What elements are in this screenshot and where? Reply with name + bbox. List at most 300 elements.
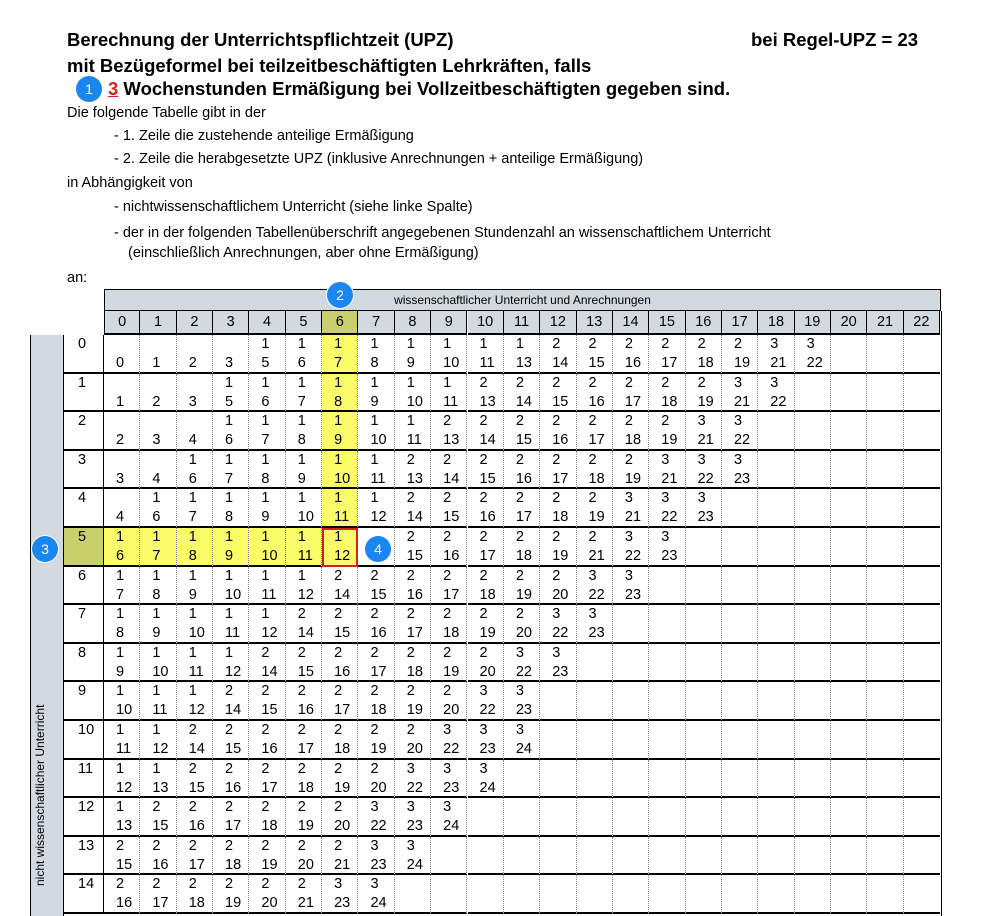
cell-ermaessigung: 2	[370, 760, 379, 777]
cell-upz	[589, 779, 612, 798]
table-cell	[686, 605, 722, 644]
table-cell	[395, 374, 431, 413]
cell-ermaessigung	[516, 798, 539, 817]
cell-ermaessigung: 1	[297, 567, 306, 584]
cell-ermaessigung	[698, 528, 721, 547]
cell-upz: 6	[225, 432, 234, 449]
cell-ermaessigung: 1	[297, 413, 306, 430]
cell-ermaessigung: 1	[188, 451, 197, 468]
table-cell	[613, 567, 649, 606]
table-cell	[177, 374, 213, 413]
table-cell	[249, 528, 285, 567]
cell-ermaessigung	[770, 644, 793, 663]
cell-upz: 18	[261, 818, 278, 835]
cell-upz	[807, 856, 830, 875]
table-cell	[613, 605, 649, 644]
table-cell	[540, 451, 576, 490]
cell-ermaessigung: 2	[225, 837, 234, 854]
cell-ermaessigung: 2	[443, 413, 452, 430]
cell-ermaessigung: 1	[116, 760, 125, 777]
table-cell	[249, 760, 285, 799]
table-cell	[758, 760, 794, 799]
table-cell	[795, 798, 831, 837]
cell-ermaessigung: 2	[515, 490, 524, 507]
cell-upz	[916, 779, 940, 798]
table-cell	[540, 682, 576, 721]
table-cell	[213, 875, 249, 914]
table-cell	[722, 721, 758, 760]
cell-upz: 19	[661, 432, 678, 449]
cell-ermaessigung	[770, 837, 793, 856]
cell-upz: 18	[588, 470, 605, 487]
cell-ermaessigung: 2	[188, 837, 197, 854]
cell-upz: 23	[624, 586, 642, 603]
cell-ermaessigung: 1	[152, 490, 161, 507]
cell-ermaessigung: 1	[116, 529, 125, 545]
cell-upz	[698, 624, 721, 643]
table-cell	[177, 605, 213, 644]
cell-upz: 20	[443, 702, 460, 719]
cell-ermaessigung	[407, 875, 430, 894]
cell-upz: 9	[370, 393, 379, 410]
cell-upz: 3	[116, 470, 125, 487]
cell-ermaessigung	[516, 837, 539, 856]
table-cell	[286, 567, 322, 606]
table-cell	[140, 760, 176, 799]
cell-upz	[807, 431, 830, 450]
cell-upz: 21	[697, 432, 714, 449]
cell-upz	[661, 817, 684, 836]
cell-upz: 11	[116, 741, 132, 757]
cell-upz: 7	[225, 470, 234, 487]
table-cell	[395, 682, 431, 721]
table-cell	[286, 451, 322, 490]
table-cell	[395, 798, 431, 837]
cell-upz: 20	[406, 741, 423, 757]
cell-ermaessigung: 2	[479, 644, 488, 661]
cell-ermaessigung: 1	[188, 490, 197, 507]
cell-ermaessigung: 2	[552, 374, 561, 391]
cell-upz	[625, 894, 648, 913]
cell-ermaessigung: 3	[733, 374, 743, 391]
cell-upz: 0	[116, 355, 125, 371]
table-cell	[904, 567, 940, 606]
table-cell	[686, 451, 722, 490]
cell-ermaessigung	[661, 682, 684, 701]
cell-ermaessigung: 2	[443, 606, 452, 623]
table-cell	[286, 721, 322, 760]
cell-ermaessigung	[589, 721, 612, 740]
cell-ermaessigung	[625, 682, 648, 701]
cell-ermaessigung	[661, 605, 684, 624]
cell-ermaessigung: 2	[588, 529, 597, 545]
cell-upz: 20	[261, 895, 278, 912]
table-cell	[867, 335, 903, 374]
title-line-1: Berechnung der Unterrichtspflichtzeit (UPZ)	[67, 29, 454, 50]
cell-upz: 14	[479, 432, 496, 449]
table-cell	[213, 451, 249, 490]
cell-upz	[552, 779, 575, 798]
table-cell	[468, 451, 504, 490]
row-header-3: 3	[64, 451, 104, 490]
table-cell	[649, 528, 685, 567]
cell-upz	[879, 817, 902, 836]
cell-ermaessigung	[879, 721, 902, 740]
table-cell	[140, 489, 176, 528]
cell-upz: 24	[406, 856, 423, 873]
table-cell	[649, 644, 685, 683]
cell-upz	[589, 817, 612, 836]
table-cell	[431, 489, 467, 528]
cell-ermaessigung: 2	[406, 722, 415, 738]
cell-ermaessigung	[734, 489, 757, 508]
cell-upz: 3	[152, 432, 161, 449]
table-cell	[249, 451, 285, 490]
table-cell	[686, 528, 722, 567]
cell-ermaessigung: 2	[406, 606, 415, 623]
cell-upz: 12	[334, 548, 351, 564]
cell-upz: 23	[443, 779, 460, 796]
table-cell	[177, 875, 213, 914]
table-cell	[322, 374, 358, 413]
table-cell	[468, 760, 504, 799]
table-cell	[867, 837, 903, 876]
table-cell	[431, 374, 467, 413]
table-cell	[468, 644, 504, 683]
cell-ermaessigung: 2	[406, 567, 415, 584]
cell-ermaessigung: 2	[697, 336, 706, 352]
cell-ermaessigung	[879, 374, 902, 393]
cell-upz: 20	[334, 818, 351, 835]
cell-upz: 2	[152, 393, 161, 410]
cell-upz: 11	[334, 509, 350, 526]
row-band-label: nicht wissenschaftlicher Unterricht	[33, 704, 47, 886]
table-cell	[358, 644, 394, 683]
cell-ermaessigung	[916, 798, 940, 817]
table-cell	[504, 760, 540, 799]
cell-ermaessigung	[916, 721, 940, 740]
cell-upz: 22	[479, 702, 496, 719]
cell-upz	[807, 663, 830, 682]
cell-upz	[698, 701, 721, 720]
table-cell	[468, 682, 504, 721]
table-cell	[613, 412, 649, 451]
cell-upz	[807, 779, 830, 798]
column-header-2: 2	[177, 311, 213, 335]
cell-upz: 18	[225, 856, 242, 873]
cell-ermaessigung: 2	[552, 336, 561, 352]
table-cell	[722, 644, 758, 683]
table-cell	[249, 489, 285, 528]
cell-upz: 19	[370, 741, 387, 757]
column-header-5: 5	[286, 311, 322, 335]
table-cell	[395, 605, 431, 644]
cell-ermaessigung	[552, 798, 575, 817]
cell-upz	[916, 856, 940, 875]
table-cell	[867, 605, 903, 644]
cell-ermaessigung: 1	[188, 606, 197, 623]
cell-upz	[770, 470, 793, 489]
cell-ermaessigung: 1	[479, 336, 488, 352]
cell-ermaessigung: 1	[406, 374, 415, 391]
cell-ermaessigung	[916, 528, 940, 547]
cell-upz: 9	[152, 625, 161, 642]
cell-ermaessigung	[625, 721, 648, 740]
cell-ermaessigung: 1	[515, 336, 524, 352]
cell-ermaessigung	[698, 605, 721, 624]
table-cell	[649, 451, 685, 490]
cell-upz: 7	[152, 548, 161, 564]
table-cell	[213, 412, 249, 451]
row-header-4: 4	[64, 489, 104, 528]
cell-upz: 16	[370, 625, 387, 642]
row-header-10: 10	[64, 721, 104, 760]
cell-upz: 18	[188, 895, 205, 912]
cell-ermaessigung: 1	[261, 374, 270, 391]
table-cell	[213, 760, 249, 799]
cell-ermaessigung	[916, 682, 940, 701]
cell-upz: 11	[370, 470, 386, 487]
table-cell	[831, 528, 867, 567]
cell-ermaessigung	[625, 644, 648, 663]
table-cell	[831, 721, 867, 760]
cell-ermaessigung: 1	[116, 683, 125, 700]
cell-upz	[661, 856, 684, 875]
cell-ermaessigung	[225, 335, 248, 354]
cell-upz: 21	[733, 393, 751, 410]
table-cell	[140, 875, 176, 914]
table-cell	[722, 451, 758, 490]
table-cell	[395, 528, 431, 567]
cell-upz: 18	[370, 702, 387, 719]
callout-badge-1: 1	[76, 76, 102, 102]
cell-upz	[625, 856, 648, 875]
cell-upz	[661, 663, 684, 682]
cell-ermaessigung: 1	[443, 374, 452, 391]
cell-ermaessigung	[625, 798, 648, 817]
cell-upz: 16	[152, 856, 169, 873]
cell-upz: 15	[370, 586, 387, 603]
table-cell	[758, 528, 794, 567]
cell-ermaessigung: 1	[225, 413, 234, 430]
cell-ermaessigung: 1	[261, 336, 270, 352]
cell-upz: 16	[116, 895, 133, 912]
cell-ermaessigung: 2	[515, 374, 524, 391]
cell-ermaessigung	[116, 335, 139, 354]
cell-ermaessigung: 1	[297, 374, 306, 391]
table-cell	[867, 451, 903, 490]
cell-upz: 20	[479, 663, 496, 680]
cell-upz: 14	[261, 663, 278, 680]
table-cell	[358, 605, 394, 644]
cell-ermaessigung: 2	[406, 683, 415, 700]
table-cell	[649, 605, 685, 644]
cell-upz	[807, 508, 830, 527]
cell-ermaessigung	[480, 837, 503, 856]
row-header-9: 9	[64, 682, 104, 721]
table-cell	[468, 335, 504, 374]
table-cell	[213, 837, 249, 876]
row-header-1: 1	[64, 374, 104, 413]
cell-upz	[879, 779, 902, 798]
table-cell	[758, 798, 794, 837]
cell-upz	[807, 894, 830, 913]
table-cell	[358, 875, 394, 914]
table-cell	[322, 528, 358, 567]
cell-upz: 17	[152, 895, 169, 912]
table-cell	[177, 760, 213, 799]
table-cell	[358, 721, 394, 760]
table-cell	[540, 875, 576, 914]
table-cell	[104, 567, 140, 606]
cell-upz: 15	[188, 779, 205, 796]
column-header-9: 9	[431, 311, 467, 335]
cell-ermaessigung: 1	[261, 490, 270, 507]
cell-upz: 19	[515, 586, 532, 603]
cell-upz	[879, 586, 902, 605]
cell-ermaessigung: 2	[588, 336, 597, 352]
cell-upz: 23	[697, 509, 714, 526]
table-cell	[286, 489, 322, 528]
table-cell	[104, 489, 140, 528]
table-cell	[249, 567, 285, 606]
cell-ermaessigung: 3	[624, 529, 633, 545]
cell-ermaessigung: 1	[225, 644, 234, 661]
cell-upz	[916, 701, 940, 720]
cell-upz	[625, 701, 648, 720]
cell-ermaessigung	[916, 412, 940, 431]
cell-ermaessigung: 2	[733, 336, 743, 352]
table-cell	[395, 567, 431, 606]
cell-upz	[516, 894, 539, 913]
table-cell	[431, 451, 467, 490]
table-cell	[540, 374, 576, 413]
cell-upz: 14	[297, 625, 314, 642]
cell-upz	[770, 624, 793, 643]
column-header-18: 18	[758, 311, 794, 335]
cell-ermaessigung: 2	[552, 567, 561, 584]
cell-upz	[516, 779, 539, 798]
cell-ermaessigung: 1	[225, 451, 234, 468]
cell-ermaessigung: 3	[406, 799, 415, 816]
table-cell	[504, 567, 540, 606]
cell-ermaessigung	[843, 528, 866, 547]
cell-upz	[843, 354, 866, 373]
cell-upz: 22	[733, 432, 751, 449]
cell-upz: 17	[661, 355, 678, 371]
cell-upz	[843, 586, 866, 605]
cell-ermaessigung	[879, 567, 902, 586]
table-cell	[758, 721, 794, 760]
table-cell	[758, 489, 794, 528]
cell-ermaessigung: 2	[225, 876, 234, 893]
cell-upz	[916, 586, 940, 605]
cell-ermaessigung: 3	[334, 876, 343, 893]
cell-ermaessigung: 2	[515, 451, 524, 468]
cell-ermaessigung: 3	[443, 799, 452, 816]
cell-ermaessigung: 2	[552, 490, 561, 507]
cell-upz	[770, 508, 793, 527]
cell-upz: 23	[370, 856, 387, 873]
table-cell	[431, 760, 467, 799]
table-cell	[795, 374, 831, 413]
row-header-7: 7	[64, 605, 104, 644]
cell-ermaessigung: 1	[334, 529, 343, 545]
cell-ermaessigung: 3	[443, 722, 452, 738]
cell-ermaessigung: 2	[624, 374, 633, 391]
cell-upz: 10	[297, 509, 314, 526]
cell-upz: 9	[297, 470, 306, 487]
table-cell	[795, 528, 831, 567]
cell-upz	[552, 701, 575, 720]
cell-upz: 17	[624, 393, 642, 410]
table-cell	[140, 374, 176, 413]
cell-ermaessigung	[770, 760, 793, 779]
cell-upz: 11	[406, 432, 422, 449]
table-cell	[358, 798, 394, 837]
column-header-7: 7	[358, 311, 394, 335]
cell-ermaessigung	[916, 567, 940, 586]
cell-upz: 14	[443, 470, 460, 487]
table-cell	[795, 837, 831, 876]
table-cell	[140, 837, 176, 876]
row-header-12: 12	[64, 798, 104, 837]
cell-upz: 18	[624, 432, 642, 449]
table-cell	[540, 412, 576, 451]
table-cell	[431, 644, 467, 683]
cell-upz: 23	[552, 663, 569, 680]
cell-ermaessigung: 3	[370, 876, 379, 893]
cell-ermaessigung: 1	[152, 683, 161, 700]
cell-upz	[916, 354, 940, 373]
cell-ermaessigung: 1	[406, 413, 415, 430]
table-cell	[540, 567, 576, 606]
table-cell	[613, 682, 649, 721]
cell-ermaessigung	[879, 412, 902, 431]
regel-upz: bei Regel-UPZ = 23	[751, 29, 919, 50]
table-cell	[867, 798, 903, 837]
cell-upz: 12	[188, 702, 205, 719]
table-cell	[795, 605, 831, 644]
cell-upz	[879, 701, 902, 720]
cell-ermaessigung: 2	[406, 451, 415, 468]
cell-ermaessigung: 1	[370, 336, 379, 352]
cell-ermaessigung	[480, 875, 503, 894]
cell-ermaessigung: 3	[588, 567, 597, 584]
column-header-16: 16	[686, 311, 722, 335]
cell-upz	[916, 393, 940, 412]
cell-ermaessigung: 1	[188, 529, 197, 545]
cell-ermaessigung	[916, 760, 940, 779]
cell-ermaessigung: 1	[334, 336, 343, 352]
cell-ermaessigung	[843, 374, 866, 393]
cell-ermaessigung: 2	[152, 799, 161, 816]
cell-upz	[734, 547, 757, 566]
cell-upz	[734, 624, 757, 643]
cell-ermaessigung: 2	[297, 760, 306, 777]
cell-ermaessigung	[152, 374, 175, 393]
cell-upz: 18	[515, 548, 532, 564]
cell-upz: 5	[225, 393, 234, 410]
cell-upz	[625, 663, 648, 682]
cell-ermaessigung	[916, 451, 940, 470]
cell-ermaessigung: 1	[370, 490, 379, 507]
cell-ermaessigung: 3	[733, 451, 743, 468]
table-cell	[504, 374, 540, 413]
cell-ermaessigung: 2	[225, 799, 234, 816]
cell-ermaessigung: 2	[370, 644, 379, 661]
table-cell	[686, 721, 722, 760]
